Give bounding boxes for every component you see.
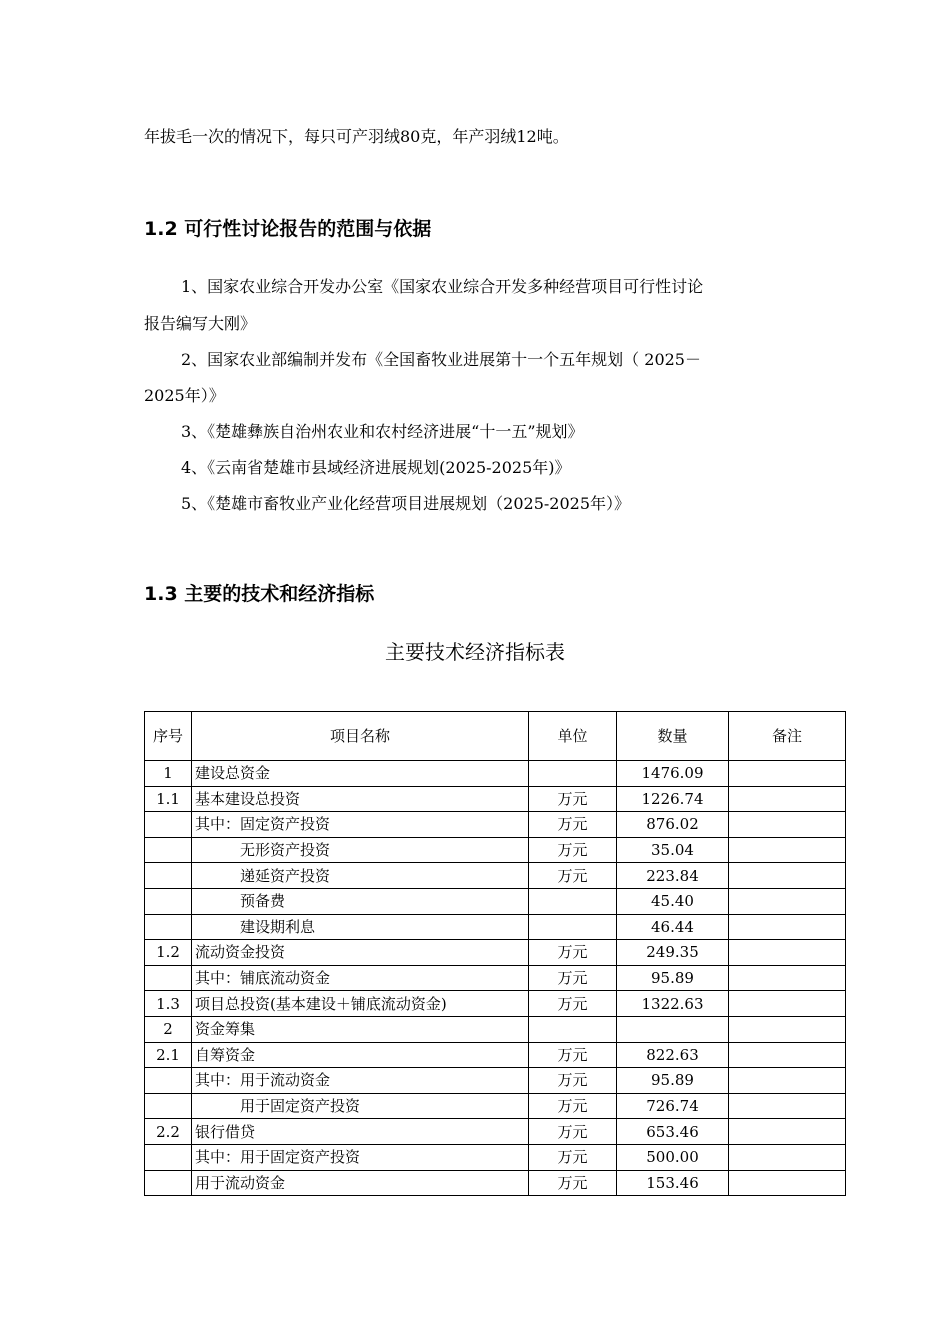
table-row	[145, 1144, 846, 1170]
cell-name: 其中：固定资产投资	[192, 812, 529, 838]
cell-qty: 223.84	[617, 863, 729, 889]
intro-paragraph: 年拔毛一次的情况下，每只可产羽绒80克，年产羽绒12吨。	[144, 127, 569, 146]
cell-no	[145, 812, 192, 838]
cell-qty: 1226.74	[617, 786, 729, 812]
table-row	[145, 786, 846, 812]
cell-qty: 45.40	[617, 888, 729, 914]
cell-unit: 万元	[529, 1119, 617, 1145]
cell-no: 1.1	[145, 786, 192, 812]
column-header-qty: 数量	[617, 712, 729, 761]
cell-no: 1	[145, 761, 192, 787]
cell-no	[145, 1093, 192, 1119]
cell-qty: 95.89	[617, 1068, 729, 1094]
cell-no	[145, 1144, 192, 1170]
reference-item-1: 1、国家农业综合开发办公室《国家农业综合开发多种经营项目可行性讨论	[181, 277, 704, 296]
cell-note	[729, 1068, 846, 1094]
cell-no	[145, 1170, 192, 1196]
cell-note	[729, 1042, 846, 1068]
reference-item-5: 5、《楚雄市畜牧业产业化经营项目进展规划（2025-2025年）》	[181, 494, 631, 513]
table-row	[145, 1170, 846, 1196]
cell-note	[729, 761, 846, 787]
table-title: 主要技术经济指标表	[385, 640, 565, 664]
cell-name: 基本建设总投资	[192, 786, 529, 812]
cell-name: 递延资产投资	[192, 863, 529, 889]
cell-note	[729, 965, 846, 991]
cell-name: 自筹资金	[192, 1042, 529, 1068]
cell-qty: 653.46	[617, 1119, 729, 1145]
indicator-table	[144, 711, 846, 1196]
cell-qty: 35.04	[617, 837, 729, 863]
cell-unit: 万元	[529, 837, 617, 863]
cell-unit	[529, 914, 617, 940]
cell-no: 2	[145, 1016, 192, 1042]
cell-note	[729, 863, 846, 889]
table-row	[145, 1119, 846, 1145]
column-header-unit: 单位	[529, 712, 617, 761]
cell-note	[729, 1144, 846, 1170]
cell-qty: 876.02	[617, 812, 729, 838]
cell-unit: 万元	[529, 1068, 617, 1094]
cell-unit: 万元	[529, 1144, 617, 1170]
cell-no	[145, 914, 192, 940]
table-row	[145, 940, 846, 966]
cell-note	[729, 1170, 846, 1196]
table-row	[145, 1016, 846, 1042]
table-row	[145, 1093, 846, 1119]
cell-unit: 万元	[529, 1093, 617, 1119]
table-row	[145, 914, 846, 940]
cell-note	[729, 1093, 846, 1119]
cell-qty	[617, 1016, 729, 1042]
cell-no	[145, 888, 192, 914]
cell-note	[729, 786, 846, 812]
table-row	[145, 991, 846, 1017]
cell-note	[729, 1016, 846, 1042]
table-row	[145, 863, 846, 889]
cell-qty: 95.89	[617, 965, 729, 991]
reference-item-2-cont: 2025年）》	[144, 386, 225, 405]
cell-unit: 万元	[529, 812, 617, 838]
cell-unit: 万元	[529, 1042, 617, 1068]
cell-qty: 822.63	[617, 1042, 729, 1068]
table-row	[145, 837, 846, 863]
reference-item-4: 4、《云南省楚雄市县域经济进展规划(2025-2025年)》	[181, 458, 571, 477]
cell-name: 建设总资金	[192, 761, 529, 787]
column-header-no: 序号	[145, 712, 192, 761]
cell-name: 用于流动资金	[192, 1170, 529, 1196]
cell-name: 银行借贷	[192, 1119, 529, 1145]
cell-unit: 万元	[529, 965, 617, 991]
cell-note	[729, 812, 846, 838]
reference-item-1-cont: 报告编写大刚》	[144, 314, 257, 333]
cell-name: 预备费	[192, 888, 529, 914]
cell-name: 流动资金投资	[192, 940, 529, 966]
table-header-row	[145, 712, 846, 761]
cell-no: 2.2	[145, 1119, 192, 1145]
reference-item-3: 3、《楚雄彝族自治州农业和农村经济进展“十一五”规划》	[181, 422, 584, 441]
cell-no: 1.2	[145, 940, 192, 966]
cell-unit	[529, 1016, 617, 1042]
cell-unit: 万元	[529, 991, 617, 1017]
cell-unit: 万元	[529, 940, 617, 966]
table-row	[145, 1042, 846, 1068]
cell-unit: 万元	[529, 1170, 617, 1196]
cell-qty: 1476.09	[617, 761, 729, 787]
cell-no: 1.3	[145, 991, 192, 1017]
cell-note	[729, 991, 846, 1017]
table-row	[145, 888, 846, 914]
cell-name: 建设期利息	[192, 914, 529, 940]
cell-note	[729, 914, 846, 940]
table-row	[145, 965, 846, 991]
cell-name: 用于固定资产投资	[192, 1093, 529, 1119]
cell-note	[729, 1119, 846, 1145]
reference-item-2: 2、国家农业部编制并发布《全国畜牧业进展第十一个五年规划（ 2025－	[181, 350, 701, 369]
cell-qty: 726.74	[617, 1093, 729, 1119]
cell-note	[729, 837, 846, 863]
cell-no	[145, 863, 192, 889]
cell-qty: 249.35	[617, 940, 729, 966]
cell-unit	[529, 761, 617, 787]
cell-unit: 万元	[529, 786, 617, 812]
cell-note	[729, 940, 846, 966]
table-row	[145, 761, 846, 787]
table-row	[145, 812, 846, 838]
cell-unit	[529, 888, 617, 914]
cell-qty: 153.46	[617, 1170, 729, 1196]
cell-name: 资金筹集	[192, 1016, 529, 1042]
cell-note	[729, 888, 846, 914]
cell-qty: 46.44	[617, 914, 729, 940]
cell-no	[145, 1068, 192, 1094]
table-row	[145, 1068, 846, 1094]
section-heading-1-2: 1.2 可行性讨论报告的范围与依据	[144, 218, 432, 240]
cell-no	[145, 837, 192, 863]
cell-name: 其中：用于流动资金	[192, 1068, 529, 1094]
cell-no	[145, 965, 192, 991]
cell-name: 项目总投资(基本建设＋铺底流动资金)	[192, 991, 529, 1017]
cell-name: 其中：铺底流动资金	[192, 965, 529, 991]
cell-name: 无形资产投资	[192, 837, 529, 863]
cell-qty: 500.00	[617, 1144, 729, 1170]
cell-name: 其中：用于固定资产投资	[192, 1144, 529, 1170]
cell-unit: 万元	[529, 863, 617, 889]
section-heading-1-3: 1.3 主要的技术和经济指标	[144, 583, 375, 605]
column-header-name: 项目名称	[192, 712, 529, 761]
cell-qty: 1322.63	[617, 991, 729, 1017]
cell-no: 2.1	[145, 1042, 192, 1068]
column-header-note: 备注	[729, 712, 846, 761]
